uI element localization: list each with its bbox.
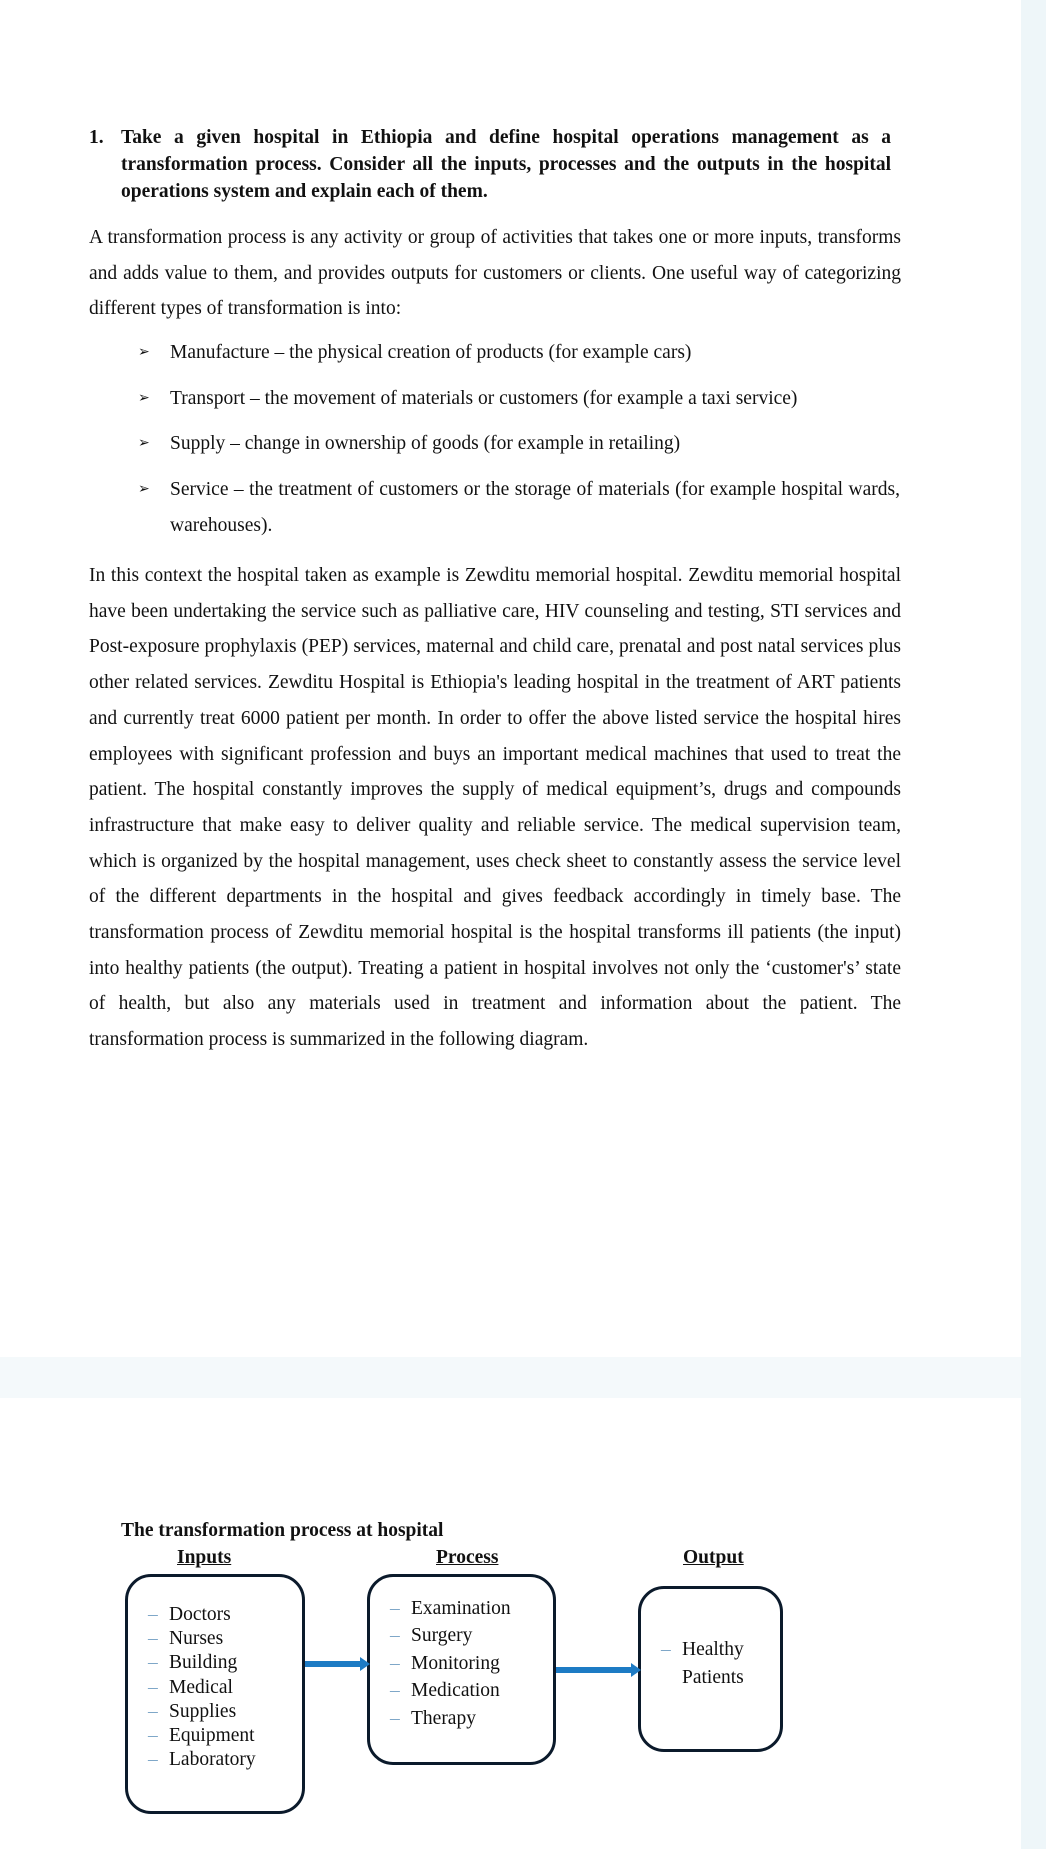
output-heading: Output — [683, 1547, 744, 1568]
question-text: Take a given hospital in Ethiopia and define hospital operations management as a transformation process. Consider all the inputs, processes and the outputs in the hospital operations system and explain each of them. — [121, 127, 891, 202]
intro-paragraph: A transformation process is any activity or group of activities that takes one or more inputs, transforms and adds value to them, and provides outputs for customers or clients. One useful way of categorizing different types of transformation is into: — [89, 227, 901, 320]
output-item: – Healthy Patients — [661, 1639, 744, 1688]
process-to-output-arrow — [556, 1667, 634, 1673]
arrow-bullet-icon: ➢ — [138, 482, 150, 498]
list-item-text: Transport – the movement of materials or customers (for example a taxi service) — [170, 387, 798, 409]
process-box — [367, 1574, 556, 1765]
process-item: – Therapy — [390, 1707, 476, 1729]
transformation-types-list — [138, 335, 900, 554]
input-item: – Building — [148, 1652, 238, 1674]
output-box — [638, 1586, 783, 1752]
question-number: 1. — [89, 127, 104, 148]
arrow-bullet-icon: ➢ — [138, 390, 150, 406]
list-item-text: Service – the treatment of customers or the storage of materials (for example hospital wards, warehouses). — [170, 479, 900, 536]
list-item-text: Manufacture – the physical creation of products (for example cars) — [170, 342, 692, 363]
arrow-bullet-icon: ➢ — [138, 436, 150, 452]
process-item: – Examination — [390, 1598, 511, 1619]
inputs-to-process-arrow — [305, 1661, 363, 1667]
input-item: – Supplies — [148, 1700, 237, 1722]
question-heading — [89, 124, 891, 205]
inputs-box — [125, 1574, 305, 1814]
arrow-head-icon — [360, 1657, 370, 1671]
list-item — [138, 426, 900, 462]
input-item: – Medical — [148, 1676, 233, 1698]
list-item-text: Supply – change in ownership of goods (for example in retailing) — [170, 433, 681, 455]
diagram-title: The transformation process at hospital — [121, 1520, 444, 1541]
process-heading: Process — [436, 1547, 499, 1568]
list-item — [138, 472, 900, 543]
inputs-heading: Inputs — [177, 1547, 232, 1568]
process-item: – Monitoring — [390, 1652, 500, 1674]
list-item — [138, 335, 900, 371]
input-item: – Equipment — [148, 1725, 255, 1747]
input-item: – Nurses — [148, 1628, 224, 1650]
viewer-right-edge — [1021, 0, 1046, 1849]
input-item: – Laboratory — [148, 1749, 256, 1771]
list-item — [138, 381, 900, 417]
process-item: – Surgery — [390, 1625, 473, 1647]
hospital-context-paragraph: In this context the hospital taken as example is Zewditu memorial hospital. Zewditu memorial hospital have been undertaking the service such as palliative care, HIV counseling and testing, STI services and Post-exposure prophylaxis (PEP) services, maternal and child care, prenatal and post natal services plus other related services. Zewditu Hospital is Ethiopia's leading hospital in the treatment of ART patients and currently treat 6000 patient per month. In order to offer the above listed service the hospital hires employees with significant profession and buys an important medical machines that used to treat the patient. The hospital constantly improves the supply of medical equipment’s, drugs and compounds infrastructure that make easy to deliver quality and reliable service. The medical supervision team, which is organized by the hospital management, uses check sheet to constantly assess the service level of the different departments in the hospital and gives feedback accordingly in timely base. The transformation process of Zewditu memorial hospital is the hospital transforms ill patients (the input) into healthy patients (the output). Treating a patient in hospital involves not only the ‘customer's’ state of health, but also any materials used in treatment and information about the patient. The transformation process is summarized in the following diagram. — [89, 565, 901, 1051]
arrow-bullet-icon: ➢ — [138, 345, 150, 360]
input-item: – Doctors — [148, 1604, 231, 1625]
arrow-head-icon — [631, 1663, 641, 1677]
process-item: – Medication — [390, 1680, 500, 1702]
